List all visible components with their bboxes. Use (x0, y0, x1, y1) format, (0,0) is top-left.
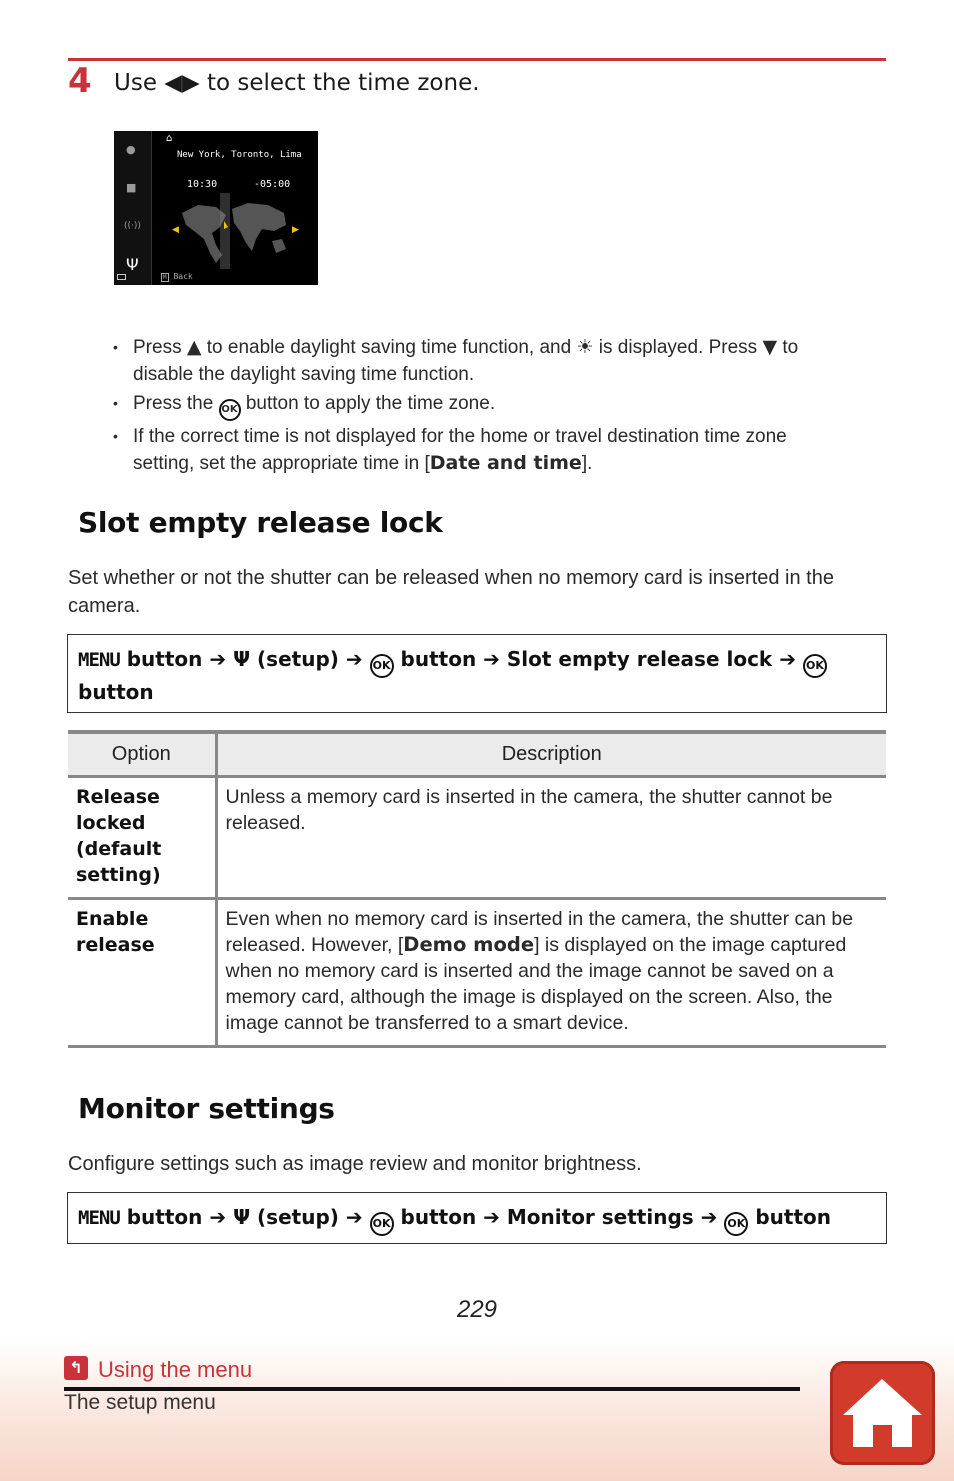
page-number: 229 (456, 1296, 498, 1323)
step-number: 4 (68, 61, 92, 101)
list-item (113, 390, 853, 421)
step-text: Use ◀▶ to select the time zone. (114, 70, 480, 96)
demo-mode-label: Demo mode (403, 932, 535, 956)
back-text: Back (173, 272, 193, 281)
camera-screen-image (114, 131, 318, 285)
path-text: button ➔ (119, 1205, 234, 1229)
bullet-text: If the correct time is not displayed for the home or travel destination time zone setting, set the appropriate time in [ (133, 426, 787, 474)
footer-subtitle: The setup menu (64, 1391, 216, 1414)
section-intro: Set whether or not the shutter can be released when no memory card is inserted in the camera. (68, 567, 834, 617)
wireless-icon: ((·)) (124, 221, 141, 231)
home-button[interactable] (830, 1361, 935, 1465)
path-text: (setup) ➔ (250, 1205, 370, 1229)
section-intro: Configure settings such as image review and monitor brightness. (68, 1153, 642, 1175)
list-item (113, 423, 853, 477)
ok-button-icon: OK (724, 1212, 748, 1236)
using-the-menu-link[interactable]: Using the menu (98, 1357, 253, 1382)
world-map-icon (176, 193, 292, 269)
city-name: New York, Toronto, Lima (177, 150, 302, 160)
path-text: button ➔ Monitor settings ➔ (393, 1205, 725, 1229)
setup-wrench-icon: Ψ (233, 647, 251, 671)
return-arrow-icon[interactable]: ↰ (64, 1356, 88, 1380)
bullet-text: ]. (581, 453, 593, 474)
ok-button-icon: OK (370, 654, 394, 678)
path-text: button ➔ (119, 647, 234, 671)
column-header-option: Option (68, 732, 216, 776)
battery-icon (117, 274, 126, 280)
table-row (68, 776, 886, 898)
list-item (113, 334, 853, 388)
bullet-text: to disable the daylight saving time function. (133, 337, 799, 385)
table-row (68, 898, 886, 1046)
back-label (161, 272, 193, 281)
path-text: button (748, 1205, 831, 1229)
options-table (68, 730, 886, 1048)
bullet-text: Press the (133, 393, 219, 414)
menu-button-icon: MENU (78, 1207, 120, 1229)
menu-path-box (67, 1192, 887, 1244)
step-heading (68, 58, 886, 104)
left-arrow-icon: ◀ (172, 225, 179, 235)
path-text: button ➔ Slot empty release lock ➔ (393, 647, 803, 671)
description-cell (216, 898, 886, 1046)
description-cell: Unless a memory card is inserted in the camera, the shutter cannot be released. (216, 776, 886, 898)
home-zone-icon: ⌂ (166, 133, 173, 144)
ok-button-icon: OK (370, 1212, 394, 1236)
camera-icon: ● (126, 143, 136, 156)
description-text: ] is displayed on the image captured when no memory card is inserted and the image cannot be saved on a memory card, although the image is displayed on the screen. Also, the image cannot be transferred to a smart device. (225, 933, 847, 1034)
bullet-text: is displayed. Press (593, 337, 763, 358)
description-text: Even when no memory card is inserted in the camera, the shutter can be released. However, [ (225, 907, 854, 956)
ok-button-icon: OK (219, 399, 241, 421)
right-arrow-icon: ▶ (292, 225, 299, 235)
section-title-slot-empty: Slot empty release lock (78, 506, 443, 539)
down-arrow-icon: ▼ (762, 336, 778, 358)
home-icon (840, 1375, 925, 1451)
setup-wrench-icon: Ψ (126, 255, 139, 274)
menu-button-icon: MENU (78, 649, 120, 671)
date-and-time-link: Date and time (429, 452, 582, 474)
ok-button-icon: OK (803, 654, 827, 678)
instruction-list (113, 334, 853, 479)
path-text: (setup) ➔ (250, 647, 370, 671)
camera-menu-sidebar (114, 131, 152, 285)
up-arrow-icon: ▲ (186, 336, 202, 358)
section-title-monitor-settings: Monitor settings (78, 1092, 335, 1125)
path-text: button (78, 680, 154, 704)
menu-path-box (67, 634, 887, 713)
table-header-row (68, 732, 886, 776)
utc-offset: -05:00 (254, 179, 291, 190)
bullet-text: to enable daylight saving time function, and (201, 337, 577, 358)
bullet-text: Press (133, 337, 187, 358)
time-display: 10:30 (187, 179, 218, 190)
movie-icon: ■ (126, 181, 137, 194)
option-cell: Enable release (68, 898, 216, 1046)
setup-wrench-icon: Ψ (233, 1205, 251, 1229)
column-header-description: Description (216, 732, 886, 776)
bullet-text: button to apply the time zone. (240, 393, 496, 414)
option-cell: Release locked (default setting) (68, 776, 216, 898)
daylight-saving-icon: ☀ (576, 336, 594, 358)
menu-key-icon: M (163, 274, 167, 281)
